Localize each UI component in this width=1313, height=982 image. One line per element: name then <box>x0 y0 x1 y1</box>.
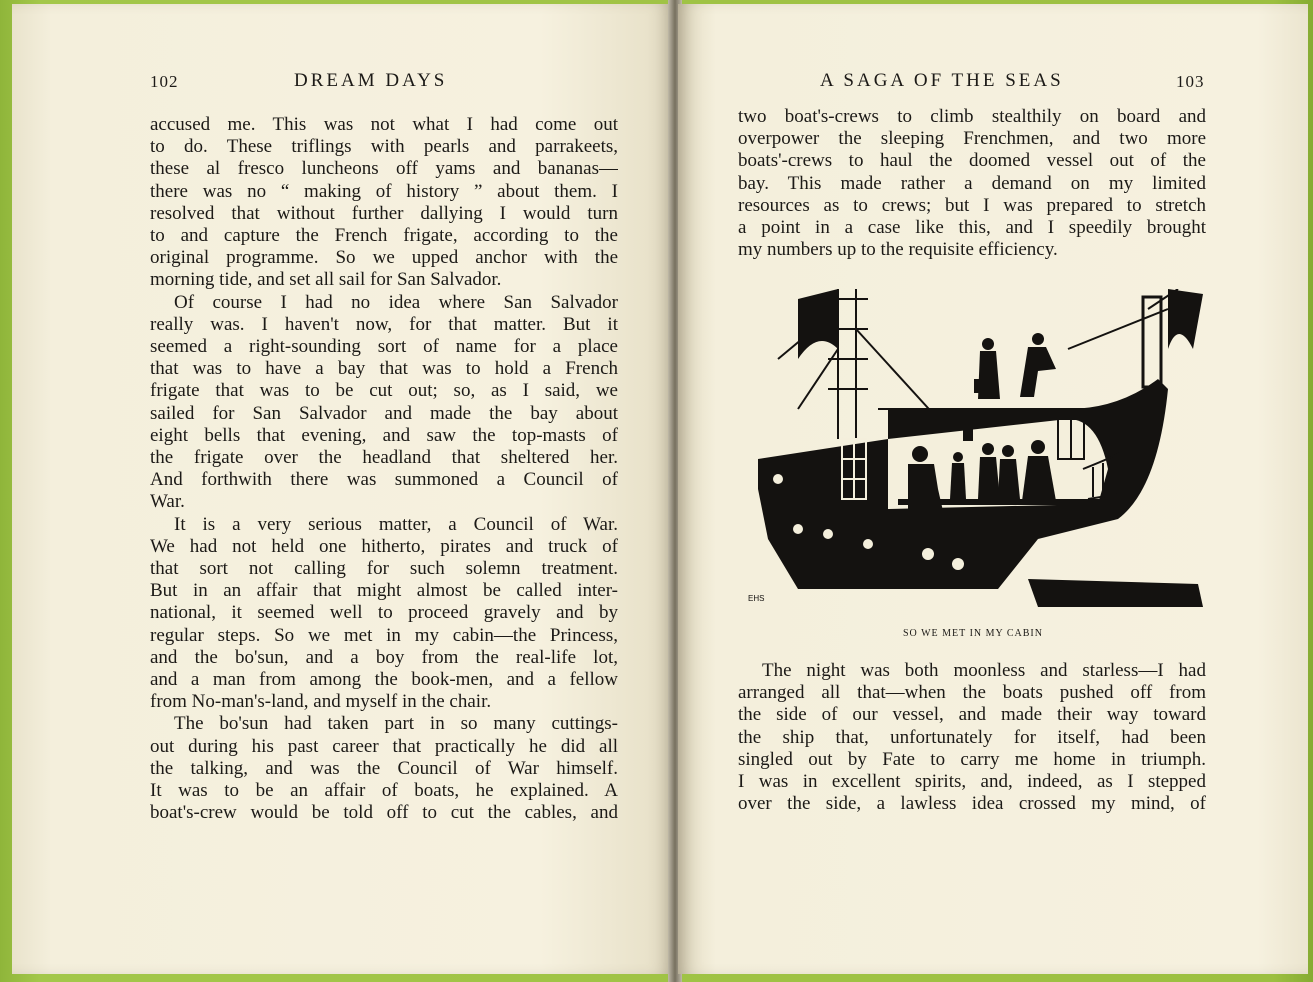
text-line: boats'-crews to haul the doomed vessel out of the <box>738 150 1206 172</box>
text-line: from No-man's-land, and myself in the chair. <box>150 691 492 713</box>
text-line: But in an affair that might almost be called inter- <box>150 580 618 602</box>
sail-shape <box>798 289 838 359</box>
text-line: The night was both moonless and starless—I had <box>762 660 1206 681</box>
text-line: arranged all that—when the boats pushed off from <box>738 682 1206 704</box>
text-line: the side of our vessel, and made their way toward <box>738 704 1206 726</box>
text-line: singled out by Fate to carry me home in triumph. <box>738 748 1206 770</box>
text-line: War. <box>150 491 185 513</box>
text-line: resolved that without further dallying I would turn <box>150 202 618 224</box>
text-line: that was to have a bay that was to hold a French <box>150 358 618 380</box>
running-head: DREAM DAYS <box>294 70 448 91</box>
page-number: 103 <box>1176 72 1205 91</box>
artist-signature: EHS <box>748 594 765 603</box>
text-line: really was. I haven't now, for that matter. But it <box>150 313 618 335</box>
text-line: bay. This made rather a demand on my limited <box>738 172 1206 194</box>
text-line: eight bells that evening, and saw the top-masts of <box>150 424 618 446</box>
text-line: there was no “ making of history ” about them. I <box>150 180 618 202</box>
text-line: and a man from among the book-men, and a fellow <box>150 669 618 691</box>
text-line: The bo'sun had taken part in so many cuttings- <box>174 713 618 735</box>
running-head: A SAGA OF THE SEAS <box>820 70 1064 91</box>
text-line: the frigate over the headland that sheltered her. <box>150 447 618 469</box>
text-line: We had not held one hitherto, pirates and truck of <box>150 535 618 557</box>
text-line: that sort not calling for such solemn treatment. <box>150 558 618 580</box>
text-line: a point in a case like this, and I speedily brought <box>738 217 1206 239</box>
text-line: to do. These triflings with pearls and parrakeets, <box>150 136 618 158</box>
text-line: accused me. This was not what I had come out <box>150 114 618 135</box>
text-line: seemed a right-sounding sort of name for a place <box>150 336 618 358</box>
right-body-text-top <box>738 106 1206 261</box>
text-line: overpower the sleeping Frenchmen, and two more <box>738 128 1206 150</box>
text-line: out during his past career that practically he did all <box>150 735 618 757</box>
text-line: national, it seemed well to proceed gravely and by <box>150 602 618 624</box>
text-line: frigate that was to be cut out; so, as I said, we <box>150 380 618 402</box>
text-line: resources as to crews; but I was prepared to stretch <box>738 194 1206 216</box>
text-line: the talking, and was the Council of War himself. <box>150 757 618 779</box>
text-line: And forthwith there was summoned a Council of <box>150 469 618 491</box>
illustration-caption: SO WE MET IN MY CABIN <box>903 628 1043 639</box>
text-line: regular steps. So we met in my cabin—the Princess, <box>150 624 618 646</box>
left-page <box>12 4 672 974</box>
right-page <box>678 4 1308 974</box>
text-line: and the bo'sun, and a boy from the real-life lot, <box>150 646 618 668</box>
text-line: I was in excellent spirits, and, indeed, as I stepped <box>738 771 1206 793</box>
text-line: It was to be an affair of boats, he explained. A <box>150 780 618 802</box>
text-line: my numbers up to the requisite efficiency. <box>738 239 1058 261</box>
text-line: sailed for San Salvador and made the bay about <box>150 402 618 424</box>
left-body-text <box>150 114 618 825</box>
page-number: 102 <box>150 72 179 91</box>
text-line: morning tide, and set all sail for San Salvador. <box>150 269 502 291</box>
text-line: It is a very serious matter, a Council of War. <box>174 513 618 535</box>
text-line: the ship that, unfortunately for itself, had been <box>738 726 1206 748</box>
text-line: two boat's-crews to climb stealthily on board and <box>738 106 1206 127</box>
text-line: these al fresco luncheons off yams and bananas— <box>150 158 618 180</box>
text-line: to and capture the French frigate, according to the <box>150 225 618 247</box>
ship-cabin-silhouette-illustration <box>738 289 1208 609</box>
text-line: over the side, a lawless idea crossed my mind, of <box>738 793 1206 815</box>
right-body-text-bottom <box>738 660 1206 815</box>
text-line: boat's-crew would be told off to cut the cables, and <box>150 802 618 824</box>
text-line: Of course I had no idea where San Salvador <box>174 291 618 313</box>
text-line: original programme. So we upped anchor with the <box>150 247 618 269</box>
